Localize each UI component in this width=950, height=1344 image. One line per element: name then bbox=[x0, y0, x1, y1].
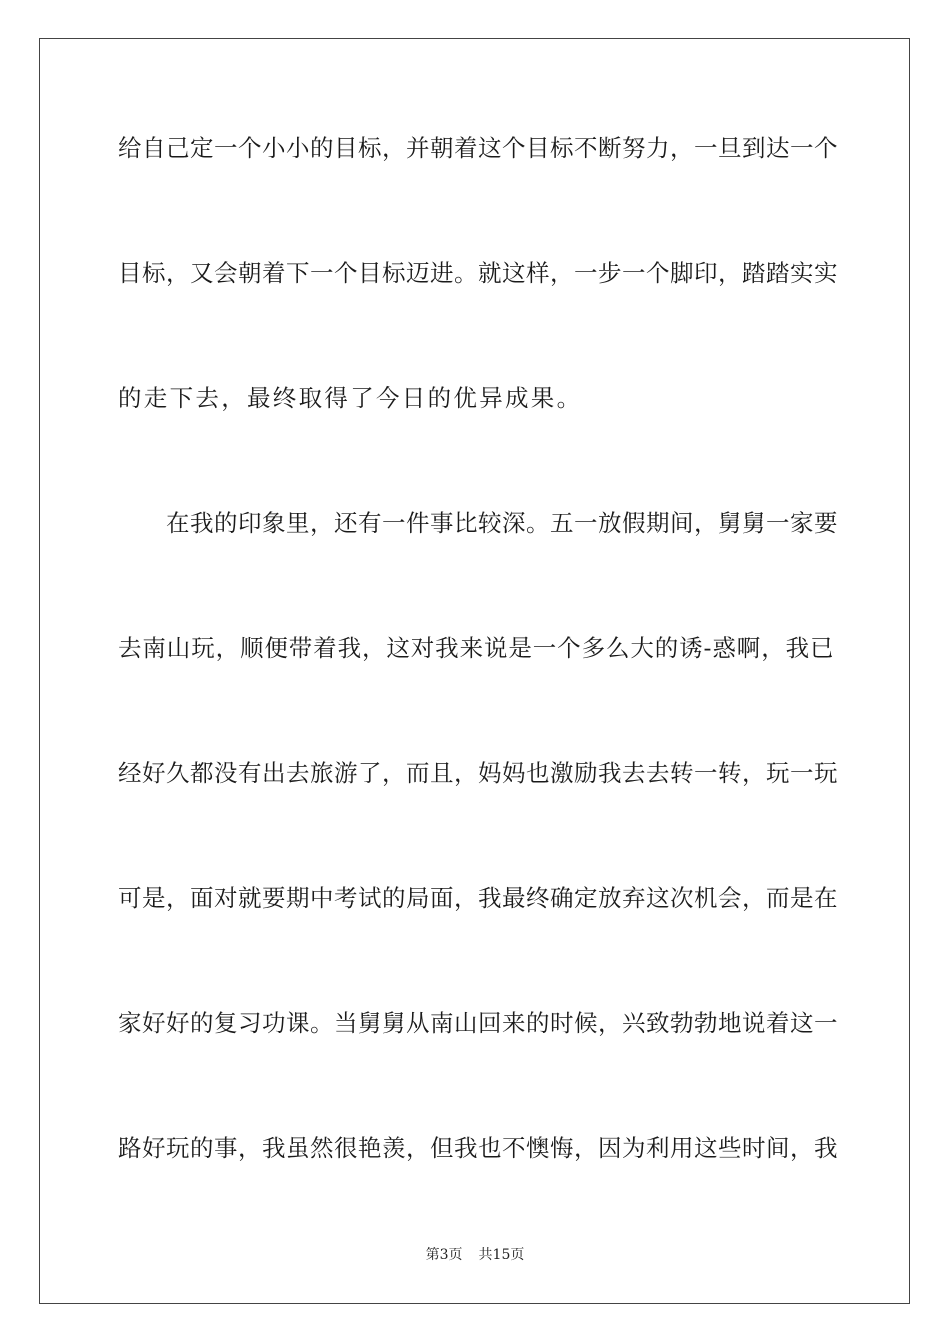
body-line-5: 去南山玩，顺便带着我，这对我来说是一个多么大的诱-惑啊，我已 bbox=[118, 634, 834, 662]
body-line-4: 在我的印象里，还有一件事比较深。五一放假期间，舅舅一家要 bbox=[166, 509, 838, 537]
body-line-7: 可是，面对就要期中考试的局面，我最终确定放弃这次机会，而是在 bbox=[118, 884, 838, 912]
body-line-6: 经好久都没有出去旅游了，而且，妈妈也激励我去去转一转，玩一玩 bbox=[118, 759, 838, 787]
body-line-2: 目标，又会朝着下一个目标迈进。就这样，一步一个脚印，踏踏实实 bbox=[118, 259, 838, 287]
body-line-1: 给自己定一个小小的目标，并朝着这个目标不断努力，一旦到达一个 bbox=[118, 134, 838, 162]
page-footer bbox=[0, 1246, 950, 1264]
page-total: 共15页 bbox=[478, 1247, 525, 1263]
page-number: 第3页 bbox=[425, 1247, 463, 1263]
body-line-8: 家好好的复习功课。当舅舅从南山回来的时候，兴致勃勃地说着这一 bbox=[118, 1009, 838, 1037]
page-border bbox=[39, 38, 910, 1304]
body-line-3: 的走下去，最终取得了今日的优异成果。 bbox=[118, 384, 583, 412]
body-line-9: 路好玩的事，我虽然很艳羡，但我也不懊悔，因为利用这些时间，我 bbox=[118, 1134, 838, 1162]
